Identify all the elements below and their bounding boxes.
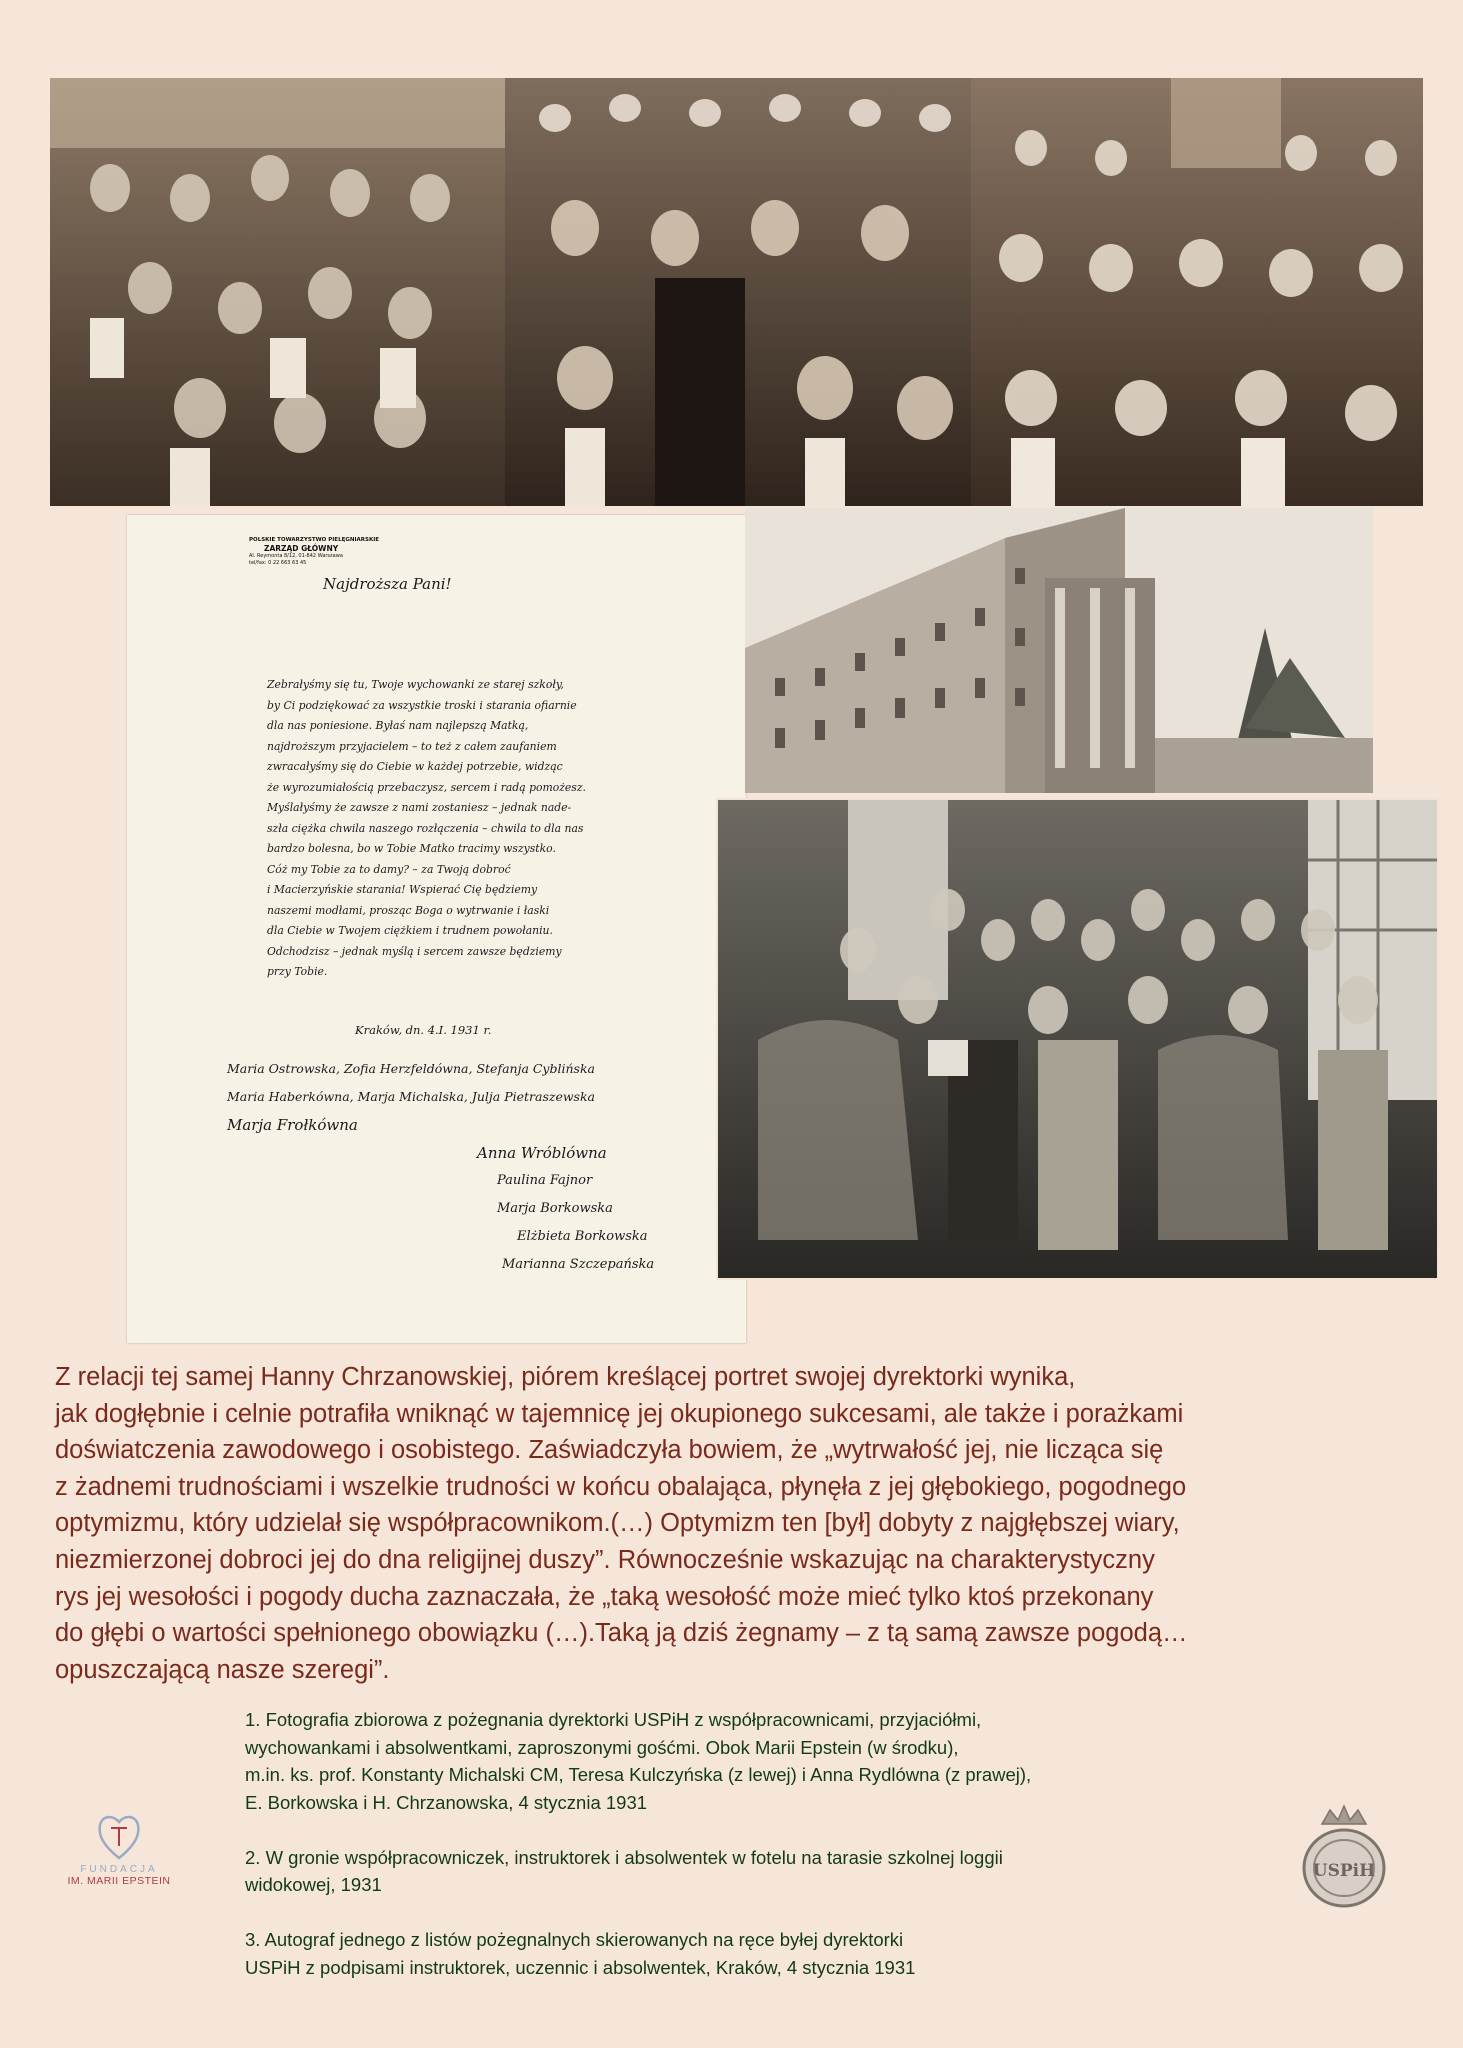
- signature: Paulina Fajnor: [497, 1173, 593, 1188]
- signature: Marja Borkowska: [497, 1201, 613, 1216]
- group-photo-right: [971, 78, 1423, 506]
- logo-text: FUNDACJA: [80, 1864, 158, 1875]
- letter-line: zwracałyśmy się do Ciebie w każdej potrzebie, widząc: [267, 760, 563, 773]
- letter-date: Kraków, dn. 4.I. 1931 r.: [355, 1023, 492, 1037]
- building-photo: [745, 508, 1373, 793]
- letter-line: przy Tobie.: [267, 965, 328, 978]
- group-photo-left: [50, 78, 505, 506]
- caption-spacer: [245, 1816, 1265, 1844]
- letter-line: naszemi modłami, prosząc Boga o wytrwanie i łaski: [267, 903, 550, 917]
- letter-line: dla nas poniesione. Byłaś nam najlepszą Matką,: [267, 719, 529, 732]
- signature: Marianna Szczepańska: [502, 1257, 655, 1272]
- letter-line: szła ciężka chwila naszego rozłączenia – chwila to dla nas: [267, 821, 584, 835]
- paragraph-line: optymizmu, który udzielał się współpracownikom.(…) Optymizm ten [był] dobyty z najgłębszej wiary,: [55, 1509, 1180, 1538]
- caption-spacer: [245, 1899, 1265, 1927]
- logo-text: IM. MARII EPSTEIN: [67, 1875, 171, 1887]
- paragraph-line: do głębi o wartości spełnionego obowiązku (…).Taką ją dziś żegnamy – z tą samą zawsze pogodą…: [55, 1619, 1188, 1648]
- paragraph-line: rys jej wesołości i pogody ducha zaznaczała, że „taką wesołość może mieć tylko ktoś przekonany: [55, 1582, 1154, 1611]
- paragraph-line: Z relacji tej samej Hanny Chrzanowskiej, piórem kreślącej portret swojej dyrektorki wynika,: [55, 1363, 1076, 1391]
- letter-greeting: Najdroższa Pani!: [323, 575, 452, 593]
- caption-line: wychowankami i absolwentkami, zaproszonymi gośćmi. Obok Marii Epstein (w środku),: [245, 1736, 959, 1758]
- letter-body: [267, 675, 586, 983]
- letter-line: Odchodzisz – jednak myślą i sercem zawsze będziemy: [267, 944, 562, 958]
- letterhead: [249, 537, 449, 566]
- caption-line: 1. Fotografia zbiorowa z pożegnania dyrektorki USPiH z współpracownicami, przyjaciółmi,: [245, 1709, 982, 1730]
- signature: Maria Ostrowska, Zofia Herzfeldówna, Stefanja Cyblińska: [227, 1061, 595, 1076]
- letter-line: dla Ciebie w Twojem ciężkiem i trudnem powołaniu.: [267, 924, 553, 937]
- caption-line: widokowej, 1931: [245, 1874, 382, 1895]
- letter-line: najdroższym przyjacielem – to też z całem zaufaniem: [267, 739, 557, 753]
- letter-signatures: [227, 1055, 654, 1279]
- signature: Anna Wróblówna: [477, 1144, 607, 1162]
- signature: Marja Frołkówna: [227, 1116, 358, 1134]
- caption-line: USPiH z podpisami instruktorek, uczennic i absolwentek, Kraków, 4 stycznia 1931: [245, 1956, 916, 1978]
- letterhead-line: ZARZĄD GŁÓWNY: [264, 543, 339, 553]
- paragraph-line: opuszczającą nasze szeregi”.: [55, 1655, 390, 1684]
- caption-line: m.in. ks. prof. Konstanty Michalski CM, Teresa Kulczyńska (z lewej) i Anna Rydlówna (z prawej),: [245, 1764, 1032, 1785]
- seal-text: USPiH: [1312, 1861, 1376, 1881]
- paragraph-line: z żadnemi trudnościami i wszelkie trudności w końcu obalająca, płynęła z jej głębokiego, pogodnego: [55, 1472, 1187, 1501]
- paragraph-line: jak dogłębnie i celnie potrafiła wniknąć w tajemnicę jej okupionego sukcesami, ale także i porażkami: [55, 1399, 1184, 1428]
- letterhead-line: Al. Reymonta 8/12, 01-842 Warszawa: [249, 553, 343, 560]
- farewell-letter: [127, 515, 746, 1343]
- terrace-photo: [716, 798, 1439, 1280]
- group-photo-center: [505, 78, 971, 506]
- letter-line: by Ci podziękować za wszystkie troski i starania ofiarnie: [267, 698, 577, 712]
- letter-line: Cóż my Tobie za to damy? – za Twoją dobroć: [267, 862, 511, 876]
- signature: Maria Haberkówna, Marja Michalska, Julja Pietraszewska: [227, 1089, 595, 1104]
- letterhead-line: POLSKIE TOWARZYSTWO PIELĘGNIARSKIE: [249, 537, 380, 543]
- letterhead-line: tel/fax: 0 22 663 63 45: [249, 559, 307, 566]
- foundation-logo: [58, 1810, 180, 1910]
- letter-line: bardzo bolesna, bo w Tobie Matko tracimy wszystko.: [267, 842, 556, 855]
- letter-line: Zebrałyśmy się tu, Twoje wychowanki ze starej szkoły,: [267, 678, 564, 691]
- paragraph-line: doświatczenia zawodowego i osobistego. Zaświadczyła bowiem, że „wytrwałość jej, nie licząca się: [55, 1436, 1164, 1465]
- caption-line: 2. W gronie współpracowniczek, instruktorek i absolwentek w fotelu na tarasie szkolnej loggii: [245, 1846, 1003, 1868]
- caption-line: 3. Autograf jednego z listów pożegnalnych skierowanych na ręce byłej dyrektorki: [245, 1929, 904, 1950]
- paragraph-line: niezmierzonej dobroci jej do dna religijnej duszy”. Równocześnie wskazując na charakterystyczny: [55, 1545, 1155, 1574]
- letter-line: Myślałyśmy że zawsze z nami zostaniesz – jednak nade-: [267, 801, 572, 814]
- heart-icon: [96, 1810, 142, 1862]
- caption-line: E. Borkowska i H. Chrzanowska, 4 stycznia 1931: [245, 1791, 648, 1813]
- main-paragraph: [55, 1359, 1435, 1688]
- school-seal-icon: [1300, 1802, 1388, 1910]
- letter-line: że wyrozumiałością przebaczysz, sercem i radą pomożesz.: [267, 780, 586, 794]
- letter-line: i Macierzyńskie starania! Wspierać Cię będziemy: [267, 883, 538, 896]
- signature: Elżbieta Borkowska: [517, 1229, 648, 1244]
- photo-captions: [245, 1706, 1265, 1981]
